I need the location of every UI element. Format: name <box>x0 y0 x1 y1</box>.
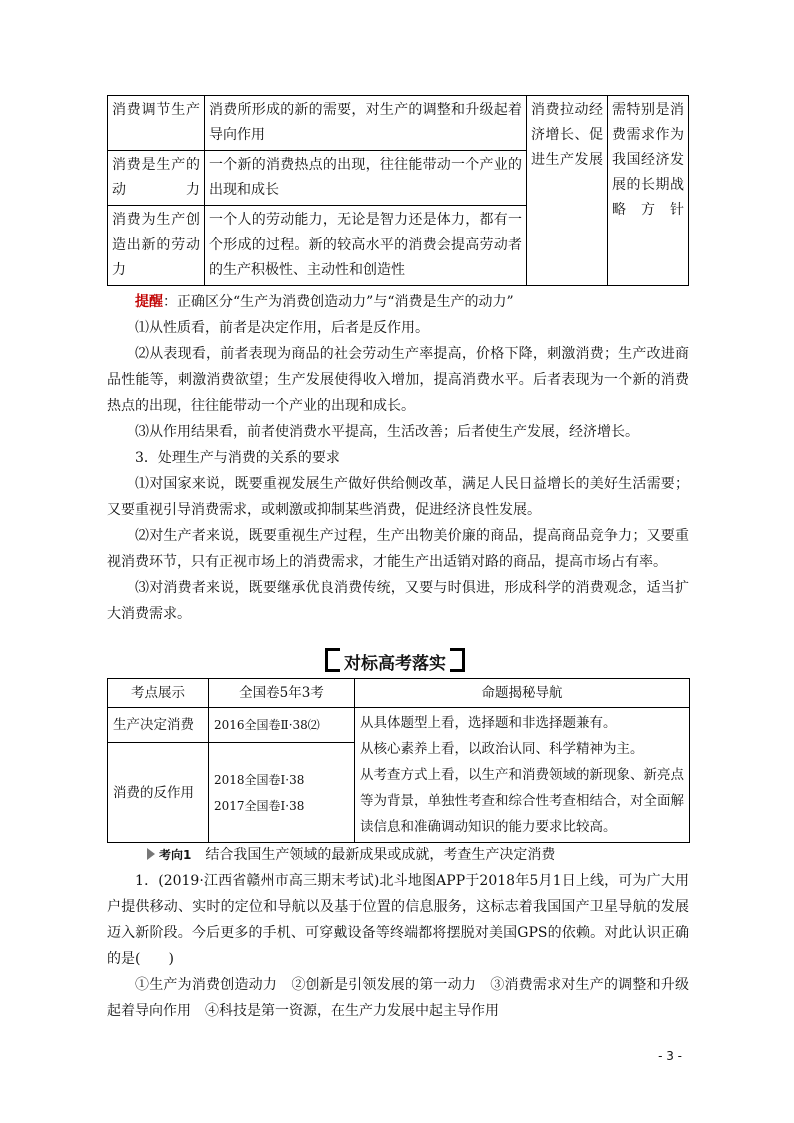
exam-cell: 2016全国卷Ⅱ·38⑵ <box>209 708 355 743</box>
row-description: 一个新的消费热点的出现，往往能带动一个产业的出现和成长 <box>205 151 527 206</box>
exam-entry: 2017全国卷Ⅰ·38 <box>214 798 305 813</box>
row-label: 消费为生产创造出新的劳动力 <box>108 206 205 286</box>
topic-cell: 生产决定消费 <box>108 708 209 743</box>
header-guide: 命题揭秘导航 <box>355 679 690 708</box>
exam-cell <box>209 743 355 843</box>
guide-line: 从具体题型上看，选择题和非选择题兼有。 <box>360 715 617 731</box>
table-row <box>108 96 689 151</box>
guide-line: 从核心素养上看，以政治认同、科学精神为主。 <box>360 741 644 757</box>
kaoxiang-text: 结合我国生产领域的最新成果或成就，考查生产决定消费 <box>205 847 556 863</box>
row-description: 一个人的劳动能力，无论是智力还是体力，都有一个形成的过程。新的较高水平的消费会提高劳动者的生产积极性、主动性和创造性 <box>205 206 527 286</box>
requirement-2: ⑵对生产者来说，既要重视生产过程，生产出物美价廉的商品，提高商品竞争力；又要重视消费环节，只有正视市场上的消费需求，才能生产出适销对路的商品，提高市场占有率。 <box>107 528 689 570</box>
row-label: 消费调节生产 <box>108 96 205 151</box>
kaoxiang-line <box>107 842 689 868</box>
requirement-3: ⑶对消费者来说，既要继承优良消费传统，又要与时俱进，形成科学的消费观念，适当扩大消费需求。 <box>107 580 689 622</box>
row-description: 消费所形成的新的需要，对生产的调整和升级起着导向作用 <box>205 96 527 151</box>
question-stem: 1．(2019·江西省赣州市高三期末考试)北斗地图APP于2018年5月1日上线，可为广大用户提供移动、实时的定位和导航以及基于位置的信息服务，这标志着我国国产卫星导航的发展迈入新阶段。今后更多的手机、可穿戴设备等终端都将摆脱对美国GPS的依赖。对此认识正确的是( ) <box>107 873 689 967</box>
row-label: 消费是生产的动力 <box>108 151 205 206</box>
banner-title: 对标高考落实 <box>344 654 446 674</box>
exam-entry: 2018全国卷Ⅰ·38 <box>214 772 305 787</box>
tip-label: 提醒 <box>135 294 163 310</box>
point-1: ⑴从性质看，前者是决定作用，后者是反作用。 <box>135 320 429 336</box>
requirement-1: ⑴对国家来说，既要重视发展生产做好供给侧改革，满足人民日益增长的美好生活需要；又要重视引导消费需求，或刺激或抑制某些消费，促进经济良性发展。 <box>107 476 689 518</box>
section3-heading: 3．处理生产与消费的关系的要求 <box>135 450 340 466</box>
topic-cell: 消费的反作用 <box>108 743 209 843</box>
header-topic: 考点展示 <box>108 679 209 708</box>
merged-cell-strategy: 需特别是消费需求作为我国经济发展的长期战略方针 <box>608 96 689 286</box>
question-options: ①生产为消费创造动力 ②创新是引领发展的第一动力 ③消费需求对生产的调整和升级起着导向作用 ④科技是第一资源，在生产力发展中起主导作用 <box>107 977 689 1019</box>
table-header-row <box>108 679 690 708</box>
point-3: ⑶从作用结果看，前者使消费水平提高，生活改善；后者使生产发展，经济增长。 <box>135 424 639 440</box>
arrow-marker-icon <box>147 848 155 860</box>
question-section <box>107 842 689 1024</box>
merged-cell-growth: 消费拉动经济增长、促进生产发展 <box>527 96 608 286</box>
point-2: ⑵从表现看，前者表现为商品的社会劳动生产率提高，价格下降，刺激消费；生产改进商品性能等，刺激消费欲望；生产发展使得收入增加，提高消费水平。后者表现为一个新的消费热点的出现，往往能带动一个产业的出现和成长。 <box>107 346 689 414</box>
tip-section <box>107 289 689 627</box>
bracket-right-icon <box>450 648 465 672</box>
tip-text: ：正确区分“生产为消费创造动力”与“消费是生产的动力” <box>163 294 514 310</box>
tip-line <box>107 289 689 315</box>
header-exam: 全国卷5年3考 <box>209 679 355 708</box>
guide-cell <box>355 708 690 843</box>
kaoxiang-label: 考向1 <box>159 848 192 862</box>
consumption-role-table <box>107 95 689 286</box>
exam-analysis-table <box>107 678 690 843</box>
table-row <box>108 708 690 743</box>
page-number: - 3 - <box>658 1049 682 1063</box>
bracket-left-icon <box>325 648 340 672</box>
guide-line: 从考查方式上看，以生产和消费领域的新现象、新亮点等为背景，单独性考查和综合性考查相结合，对全面解读信息和准确调动知识的能力要求比较高。 <box>360 767 684 835</box>
section-banner <box>320 648 470 672</box>
